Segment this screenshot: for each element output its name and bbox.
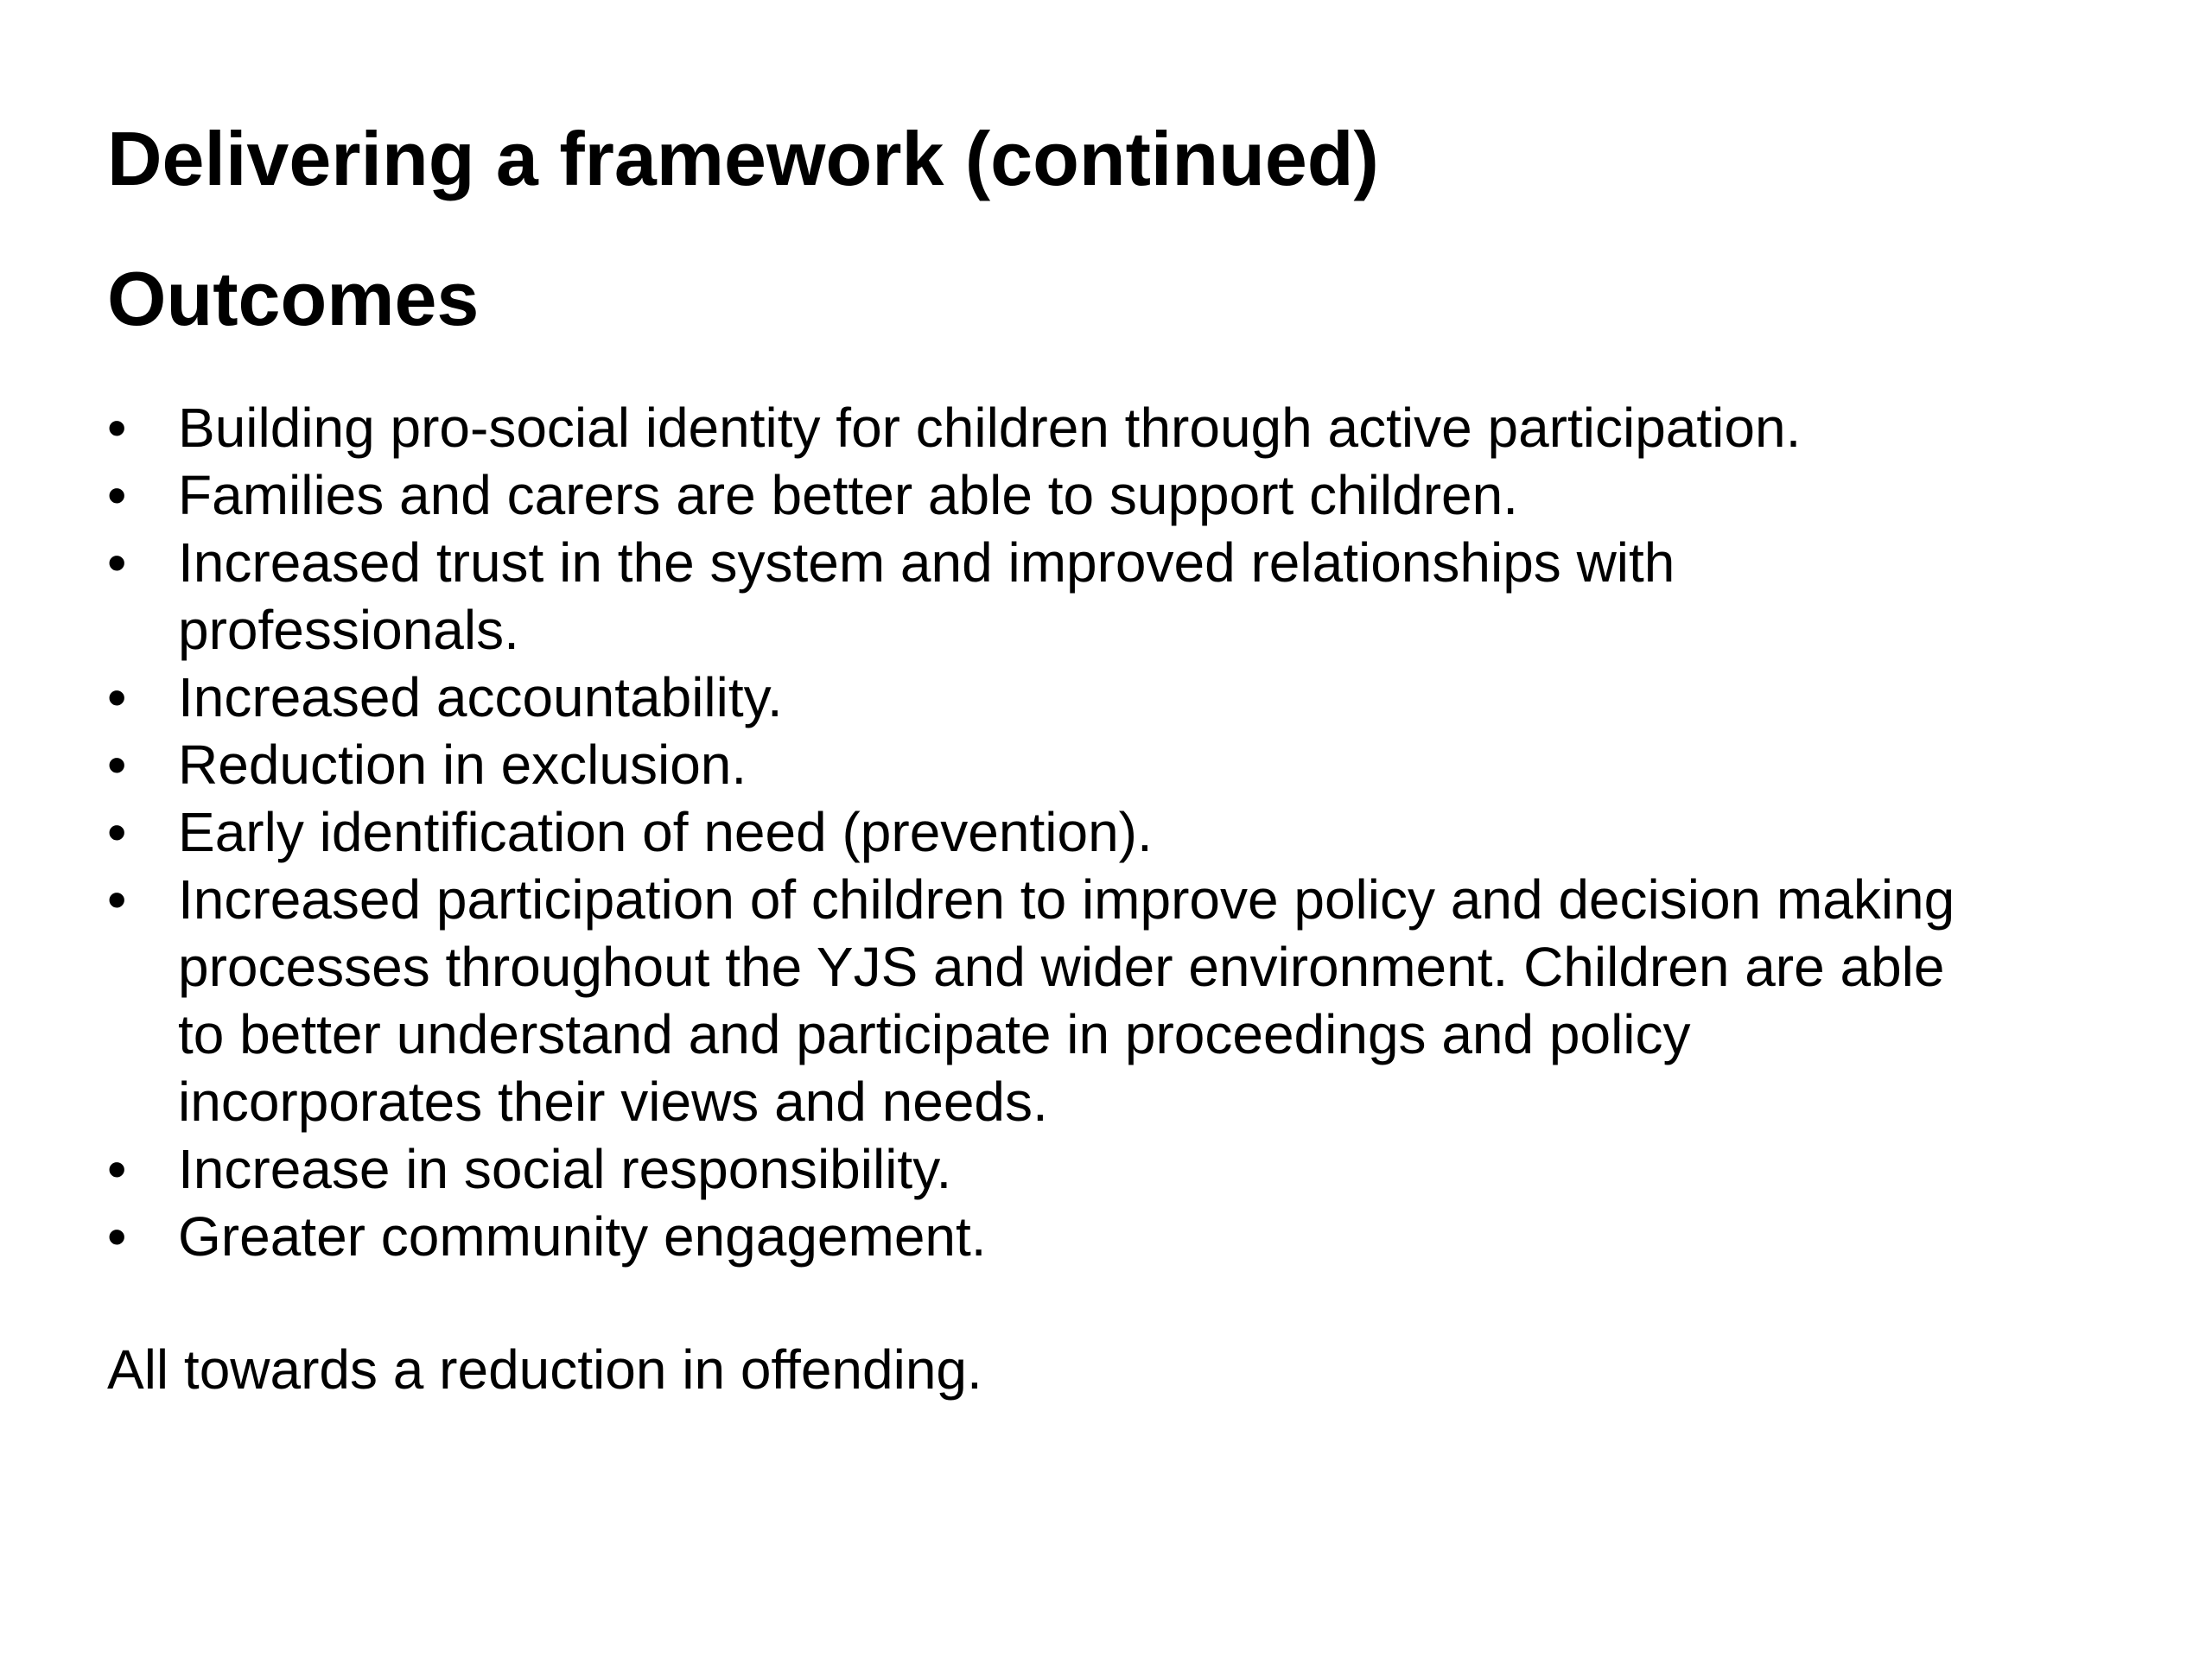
list-item-text: Increased accountability. bbox=[178, 666, 783, 728]
list-item bbox=[107, 866, 1974, 1135]
conclusion-text: All towards a reduction in offending. bbox=[107, 1338, 982, 1401]
bullet-icon: • bbox=[107, 1138, 127, 1200]
bullet-icon: • bbox=[107, 1205, 127, 1268]
outcomes-list bbox=[107, 394, 1974, 1270]
list-item-text: Increased participation of children to improve policy and decision making processes throughout the YJS and wider environment. Children are able to better understand and participate in proceedings and policy incorporates their views and needs. bbox=[178, 868, 1955, 1133]
list-item bbox=[107, 1135, 1974, 1203]
bullet-icon: • bbox=[107, 666, 127, 728]
list-item bbox=[107, 731, 1974, 798]
list-item-text: Greater community engagement. bbox=[178, 1205, 987, 1268]
bullet-icon: • bbox=[107, 531, 127, 594]
bullet-icon: • bbox=[107, 868, 127, 931]
list-item-text: Families and carers are better able to support children. bbox=[178, 464, 1518, 526]
list-item-text: Early identification of need (prevention). bbox=[178, 801, 1153, 863]
bullet-icon: • bbox=[107, 734, 127, 796]
list-item bbox=[107, 394, 1974, 461]
list-item-text: Reduction in exclusion. bbox=[178, 734, 747, 796]
list-item-text: Increased trust in the system and improved relationships with professionals. bbox=[178, 531, 1675, 661]
list-item bbox=[107, 461, 1974, 529]
bullet-icon: • bbox=[107, 464, 127, 526]
section-heading: Outcomes bbox=[107, 256, 480, 341]
bullet-icon: • bbox=[107, 397, 127, 459]
list-item bbox=[107, 1203, 1974, 1270]
list-item-text: Building pro-social identity for children through active participation. bbox=[178, 397, 1802, 459]
list-item bbox=[107, 529, 1974, 664]
list-item bbox=[107, 798, 1974, 866]
list-item-text: Increase in social responsibility. bbox=[178, 1138, 952, 1200]
list-item bbox=[107, 664, 1974, 731]
bullet-icon: • bbox=[107, 801, 127, 863]
slide-title: Delivering a framework (continued) bbox=[107, 116, 1379, 201]
